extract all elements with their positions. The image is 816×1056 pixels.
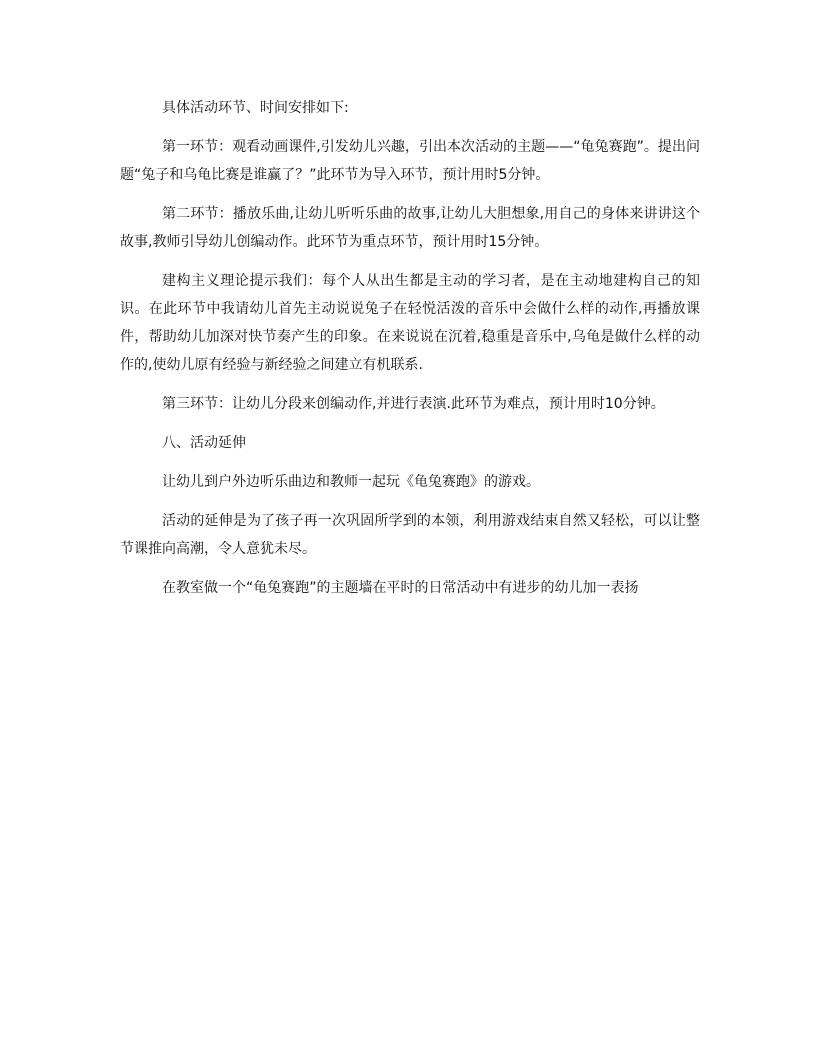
stage-three-paragraph: 第三环节：让幼儿分段来创编动作,并进行表演.此环节为难点，预计用时10分钟。 — [162, 396, 665, 412]
schedule-intro-paragraph: 具体活动环节、时间安排如下: — [162, 100, 349, 116]
stage-two-paragraph: 第二环节：播放乐曲,让幼儿听听乐曲的故事,让幼儿大胆想象,用自己的身体来讲讲这个故事,教师引导幼儿创编动作。此环节为重点环节，预计用时15分钟。 — [120, 206, 700, 250]
extension-activity-paragraph: 让幼儿到户外边听乐曲边和教师一起玩《龟兔赛跑》的游戏。 — [162, 474, 540, 490]
stage-one-paragraph: 第一环节：观看动画课件,引发幼儿兴趣，引出本次活动的主题——“龟兔赛跑”。提出问题“兔子和乌龟比赛是谁赢了？”此环节为导入环节，预计用时5分钟。 — [120, 139, 700, 183]
document-body — [120, 94, 700, 613]
extension-purpose-paragraph: 活动的延伸是为了孩子再一次巩固所学到的本领，利用游戏结束自然又轻松，可以让整节课推向高潮，令人意犹未尽。 — [120, 513, 700, 557]
theme-wall-paragraph: 在教室做一个“龟兔赛跑”的主题墙在平时的日常活动中有进步的幼儿加一表扬 — [162, 580, 639, 596]
section-heading-extension: 八、活动延伸 — [162, 435, 246, 451]
constructivism-paragraph: 建构主义理论提示我们：每个人从出生都是主动的学习者，是在主动地建构自己的知识。在此环节中我请幼儿首先主动说说兔子在轻悦活泼的音乐中会做什么样的动作,再播放课件，帮助幼儿加深对快节奏产生的印象。在来说说在沉着,稳重是音乐中,乌龟是做什么样的动作的,使幼儿原有经验与新经验之间建立有机联系. — [120, 273, 700, 373]
